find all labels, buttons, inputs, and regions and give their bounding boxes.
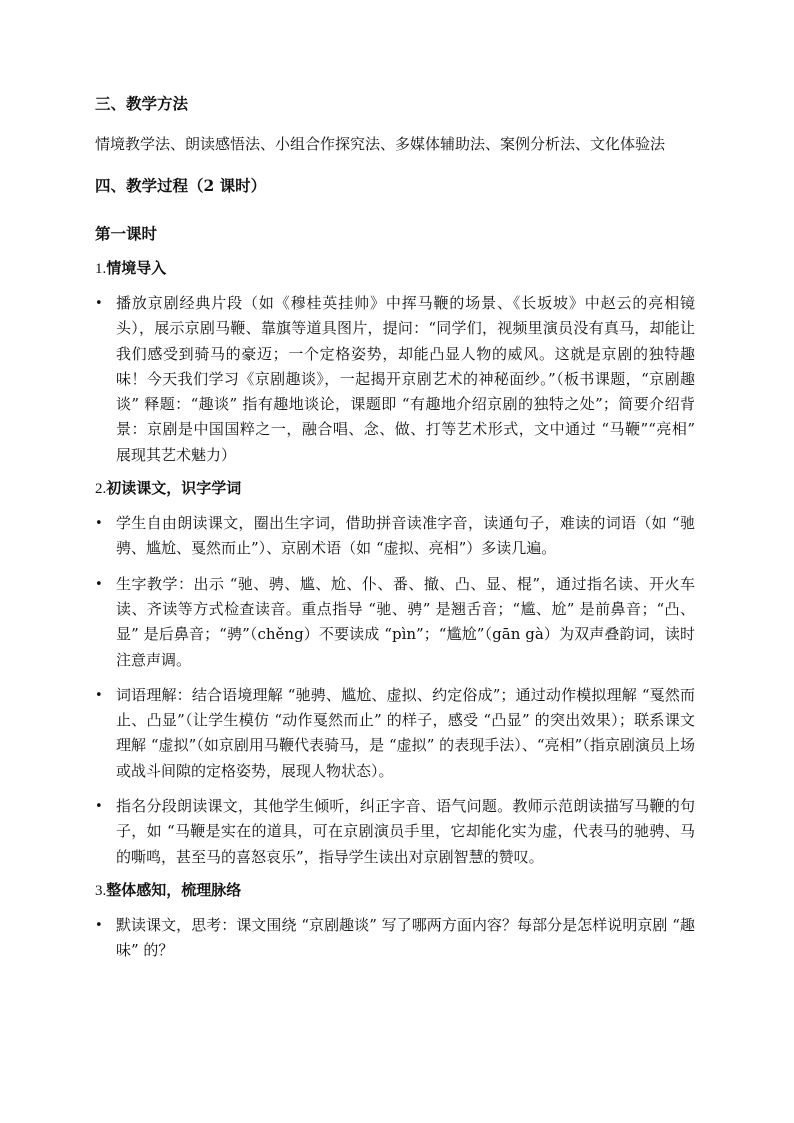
list-item <box>95 291 695 468</box>
list-item <box>95 794 695 870</box>
bullet-dot-icon: • <box>95 799 103 815</box>
list-item-text: 生字教学：出示 “驰、骋、尴、尬、仆、番、撤、凸、显、棍”，通过指名读、开火车读、齐读等方式检查读音。重点指导 “驰、骋” 是翘舌音；“尴、尬” 是前鼻音；“凸、显” 是后鼻音；“骋”（chěng）不要读成 “pìn”；“尴尬”（gān gà）为双声叠韵词，读时注意声调。 <box>116 574 695 669</box>
list-item <box>95 511 695 562</box>
step-1-title: 情境导入 <box>106 259 167 277</box>
step-2-heading <box>95 476 695 501</box>
bullet-dot-icon: • <box>95 576 103 592</box>
document-page <box>95 92 695 964</box>
step-3-title: 整体感知，梳理脉络 <box>106 880 242 899</box>
list-item-text: 词语理解：结合语境理解 “驰骋、尴尬、虚拟、约定俗成”；通过动作模拟理解 “戛然而止、凸显”（让学生模仿 “动作戛然而止” 的样子，感受 “凸显” 的突出效果）；联系课文理解 “虚拟”（如京剧用马鞭代表骑马，是 “虚拟” 的表现手法）、“亮相”（指京剧演员上场或战斗间隙的定格姿势，展现人物状态）。 <box>116 685 695 780</box>
section-3-heading: 三、教学方法 <box>95 94 189 113</box>
list-item <box>95 572 695 673</box>
section-4-heading: 四、教学过程（2 课时） <box>95 176 267 195</box>
list-item <box>95 683 695 784</box>
step-2-number: 2. <box>95 481 107 498</box>
teaching-methods-text: 情境教学法、朗读感悟法、小组合作探究法、多媒体辅助法、案例分析法、文化体验法 <box>95 135 666 153</box>
list-item <box>95 913 695 964</box>
step-2-title: 初读课文，识字学词 <box>106 479 242 498</box>
step-3-number: 3. <box>95 882 107 899</box>
lesson-1-heading: 第一课时 <box>95 224 158 243</box>
list-item-text: 默读课文，思考：课文围绕 “京剧趣谈” 写了哪两方面内容？每部分是怎样说明京剧 “趣味” 的？ <box>116 915 695 960</box>
step-3-heading <box>95 878 695 903</box>
step-1-number: 1. <box>95 261 107 277</box>
list-item-text: 播放京剧经典片段（如《穆桂英挂帅》中挥马鞭的场景、《长坂坡》中赵云的亮相镜头），展示京剧马鞭、靠旗等道具图片，提问：“同学们，视频里演员没有真马，却能让我们感受到骑马的豪迈；一个定格姿势，却能凸显人物的威风。这就是京剧的独特趣味！今天我们学习《京剧趣谈》，一起揭开京剧艺术的神秘面纱。”（板书课题，“京剧趣谈” 释题：“趣谈” 指有趣地谈论，课题即 “有趣地介绍京剧的独特之处”；简要介绍背景：京剧是中国国粹之一，融合唱、念、做、打等艺术形式，文中通过 “马鞭”“亮相” 展现其艺术魅力） <box>116 294 695 464</box>
step-3-list <box>95 913 695 964</box>
list-item-text: 指名分段朗读课文，其他学生倾听，纠正字音、语气问题。教师示范朗读描写马鞭的句子，如 “马鞭是实在的道具，可在京剧演员手里，它却能化实为虚，代表马的驰骋、马的嘶鸣，甚至马的喜怒哀乐”，指导学生读出对京剧智慧的赞叹。 <box>116 797 695 866</box>
step-1-list <box>95 291 695 468</box>
step-2-list <box>95 511 695 870</box>
bullet-dot-icon: • <box>95 687 103 703</box>
bullet-dot-icon: • <box>95 917 103 933</box>
bullet-dot-icon: • <box>95 296 103 311</box>
list-item-text: 学生自由朗读课文，圈出生字词，借助拼音读准字音，读通句子，难读的词语（如 “驰骋、尴尬、戛然而止”）、京剧术语（如 “虚拟、亮相”）多读几遍。 <box>116 514 695 558</box>
bullet-dot-icon: • <box>95 516 103 532</box>
step-1-heading <box>95 256 695 281</box>
